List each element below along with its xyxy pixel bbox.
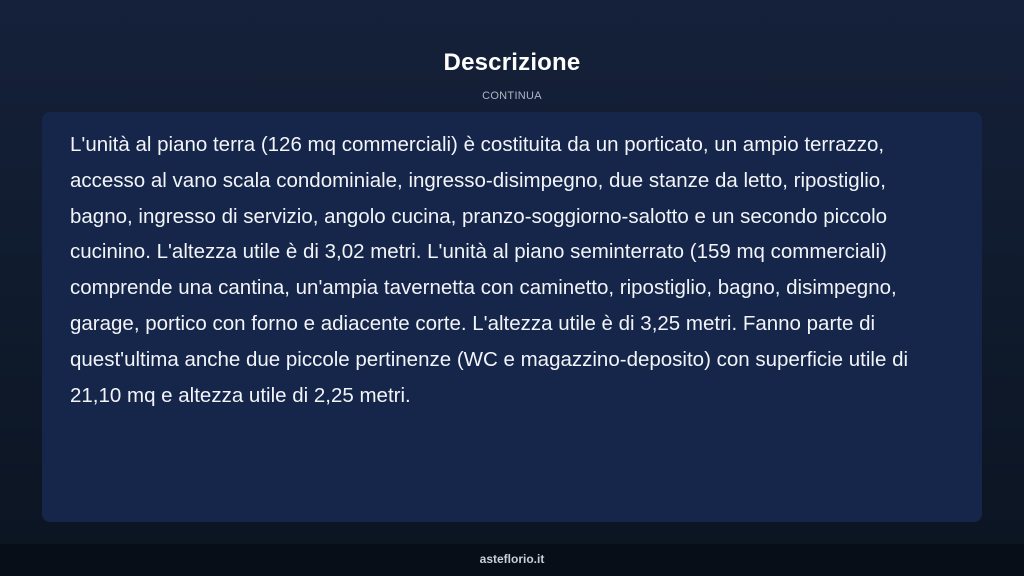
description-card bbox=[42, 112, 982, 522]
footer-site-name: asteflorio.it bbox=[479, 552, 545, 566]
page-title: Descrizione bbox=[443, 49, 581, 76]
page-subtitle: CONTINUA bbox=[482, 90, 542, 102]
description-text: L'unità al piano terra (126 mq commerciali) è costituita da un porticato, un ampio terrazzo, accesso al vano scala condominiale, ingresso-disimpegno, due stanze da letto, ripostiglio, bagno, ingresso di servizio, angolo cucina, pranzo-soggiorno-salotto e un secondo piccolo cucinino. L'altezza utile è di 3,02 metri. L'unità al piano seminterrato (159 mq commerciali) comprende una cantina, un'ampia tavernetta con caminetto, ripostiglio, bagno, disimpegno, garage, portico con forno e adiacente corte. L'altezza utile è di 3,25 metri. Fanno parte di quest'ultima anche due piccole pertinenze (WC e magazzino-deposito) con superficie utile di 21,10 mq e altezza utile di 2,25 metri. bbox=[70, 133, 909, 407]
footer bbox=[0, 544, 1024, 576]
